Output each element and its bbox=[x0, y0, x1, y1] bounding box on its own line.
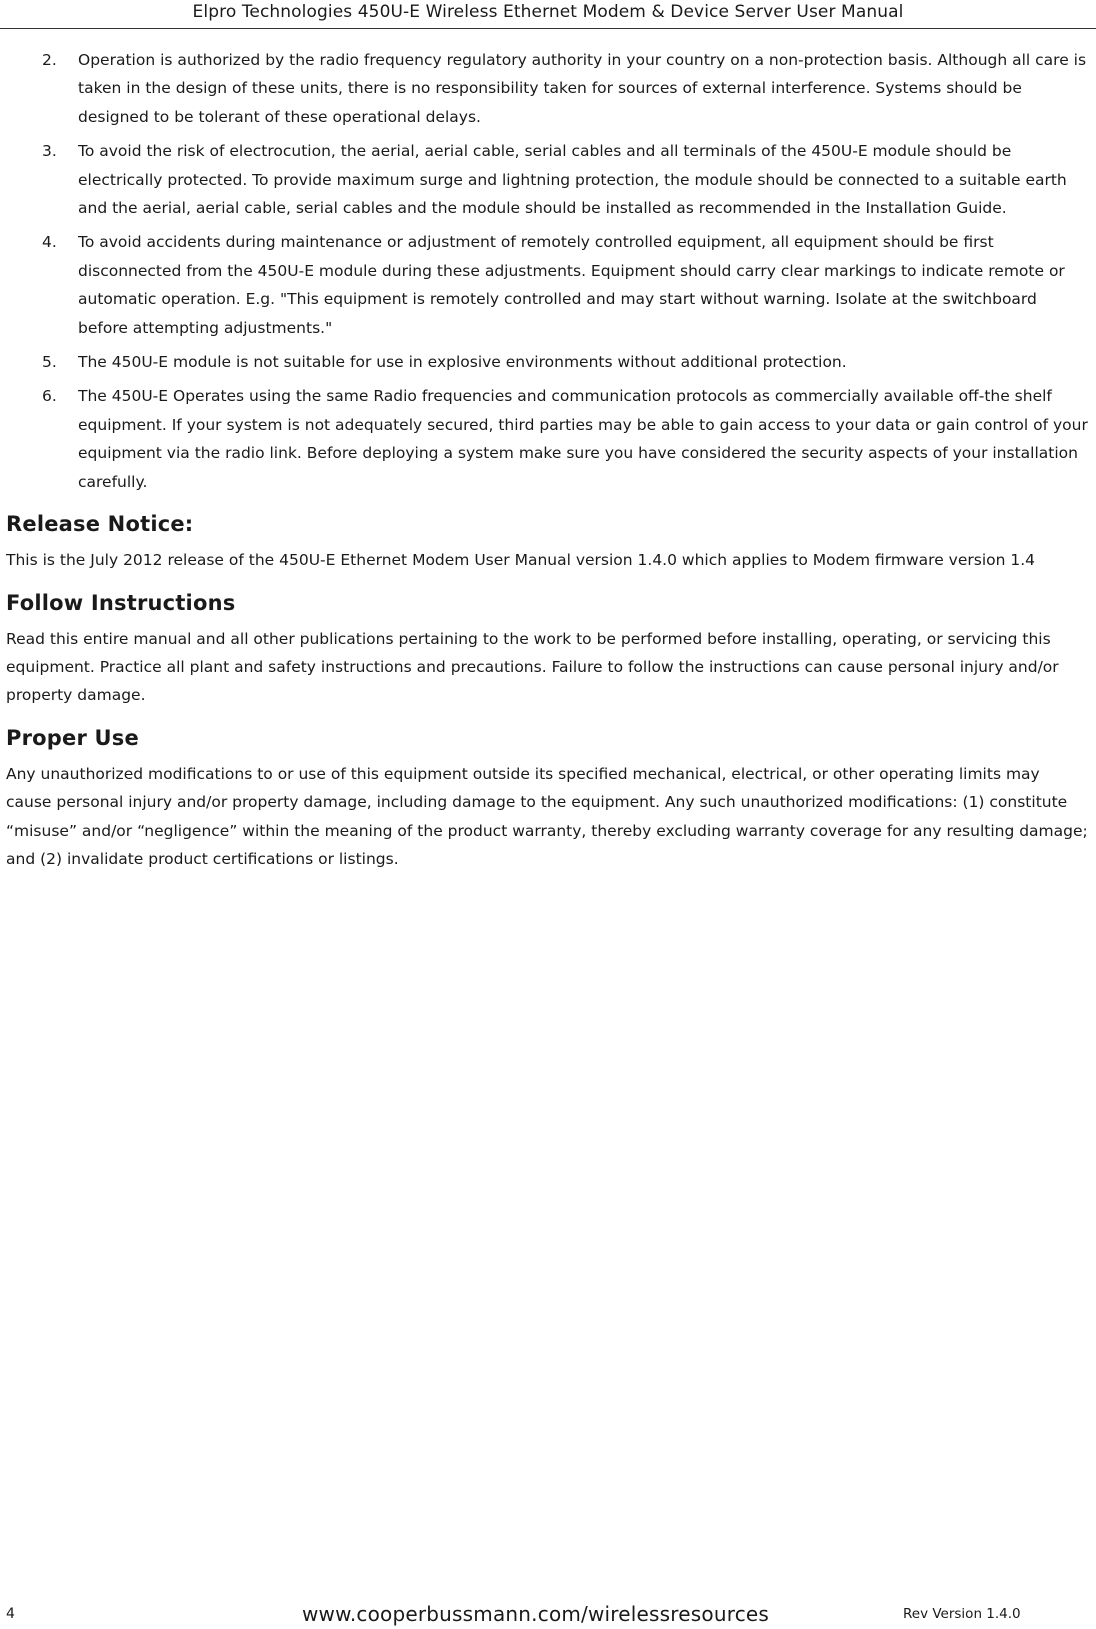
list-item-text: To avoid accidents during maintenance or adjustment of remotely controlled equipment, all equipment should be first disconnected from the 450U-E module during these adjustments. Equipment should carry clear markings to indicate remote or automatic operation. E.g. "This equipment is remotely controlled and may start without warning. Isolate at the switchboard before attempting adjustments." bbox=[78, 233, 1065, 337]
list-item-text: The 450U-E module is not suitable for use in explosive environments without additional protection. bbox=[78, 353, 847, 372]
list-item-number: 5. bbox=[42, 353, 57, 372]
list-item bbox=[6, 382, 1088, 496]
list-item-number: 2. bbox=[42, 51, 57, 69]
list-item bbox=[6, 137, 1088, 222]
release-notice-heading: Release Notice: bbox=[6, 512, 194, 537]
header-title: Elpro Technologies 450U-E Wireless Ethernet Modem & Device Server User Manual bbox=[192, 2, 904, 22]
safety-list bbox=[6, 46, 1088, 496]
list-item-number: 3. bbox=[42, 142, 57, 161]
page-footer bbox=[0, 1604, 1096, 1626]
proper-use-body: Any unauthorized modifications to or use of this equipment outside its specified mechanical, electrical, or other operating limits may cause personal injury and/or property damage, including damage to the equipment. Any such unauthorized modifications: (1) constitute “misuse” and/or “negligence” within the meaning of the product warranty, thereby excluding warranty coverage for any resulting damage; and (2) invalidate product certifications or listings. bbox=[6, 764, 1088, 868]
list-item-text: The 450U-E Operates using the same Radio frequencies and communication protocols as commercially available off-the shelf equipment. If your system is not adequately secured, third parties may be able to gain access to your data or gain control of your equipment via the radio link. Before deploying a system make sure you have considered the security aspects of your installation carefully. bbox=[78, 387, 1088, 491]
list-item-number: 6. bbox=[42, 387, 57, 406]
proper-use-heading: Proper Use bbox=[6, 725, 139, 750]
footer-url: www.cooperbussmann.com/wirelessresources bbox=[302, 1602, 770, 1626]
list-item-number: 4. bbox=[42, 233, 57, 252]
page-content bbox=[6, 46, 1088, 879]
list-item bbox=[6, 348, 1088, 376]
list-item-text: To avoid the risk of electrocution, the aerial, aerial cable, serial cables and all terminals of the 450U-E module should be electrically protected. To provide maximum surge and lightning protection, the module should be connected to a suitable earth and the aerial, aerial cable, serial cables and the module should be installed as recommended in the Installation Guide. bbox=[78, 142, 1067, 218]
list-item bbox=[6, 228, 1088, 342]
list-item bbox=[6, 46, 1088, 131]
follow-instructions-body: Read this entire manual and all other publications pertaining to the work to be performed before installing, operating, or servicing this equipment. Practice all plant and safety instructions and precautions. Failure to follow the instructions can cause personal injury and/or property damage. bbox=[6, 629, 1059, 705]
release-notice-body: This is the July 2012 release of the 450U-E Ethernet Modem User Manual version 1.4.0 which applies to Modem firmware version 1.4 bbox=[6, 551, 1036, 570]
revision-label: Rev Version 1.4.0 bbox=[903, 1606, 1021, 1622]
follow-instructions-heading: Follow Instructions bbox=[6, 590, 236, 615]
page-number: 4 bbox=[6, 1606, 15, 1622]
list-item-text: Operation is authorized by the radio frequency regulatory authority in your country on a non-protection basis. Although all care is taken in the design of these units, there is no responsibility taken for sources of external interference. Systems should be designed to be tolerant of these operational delays. bbox=[78, 51, 1087, 126]
page-header bbox=[0, 0, 1096, 29]
